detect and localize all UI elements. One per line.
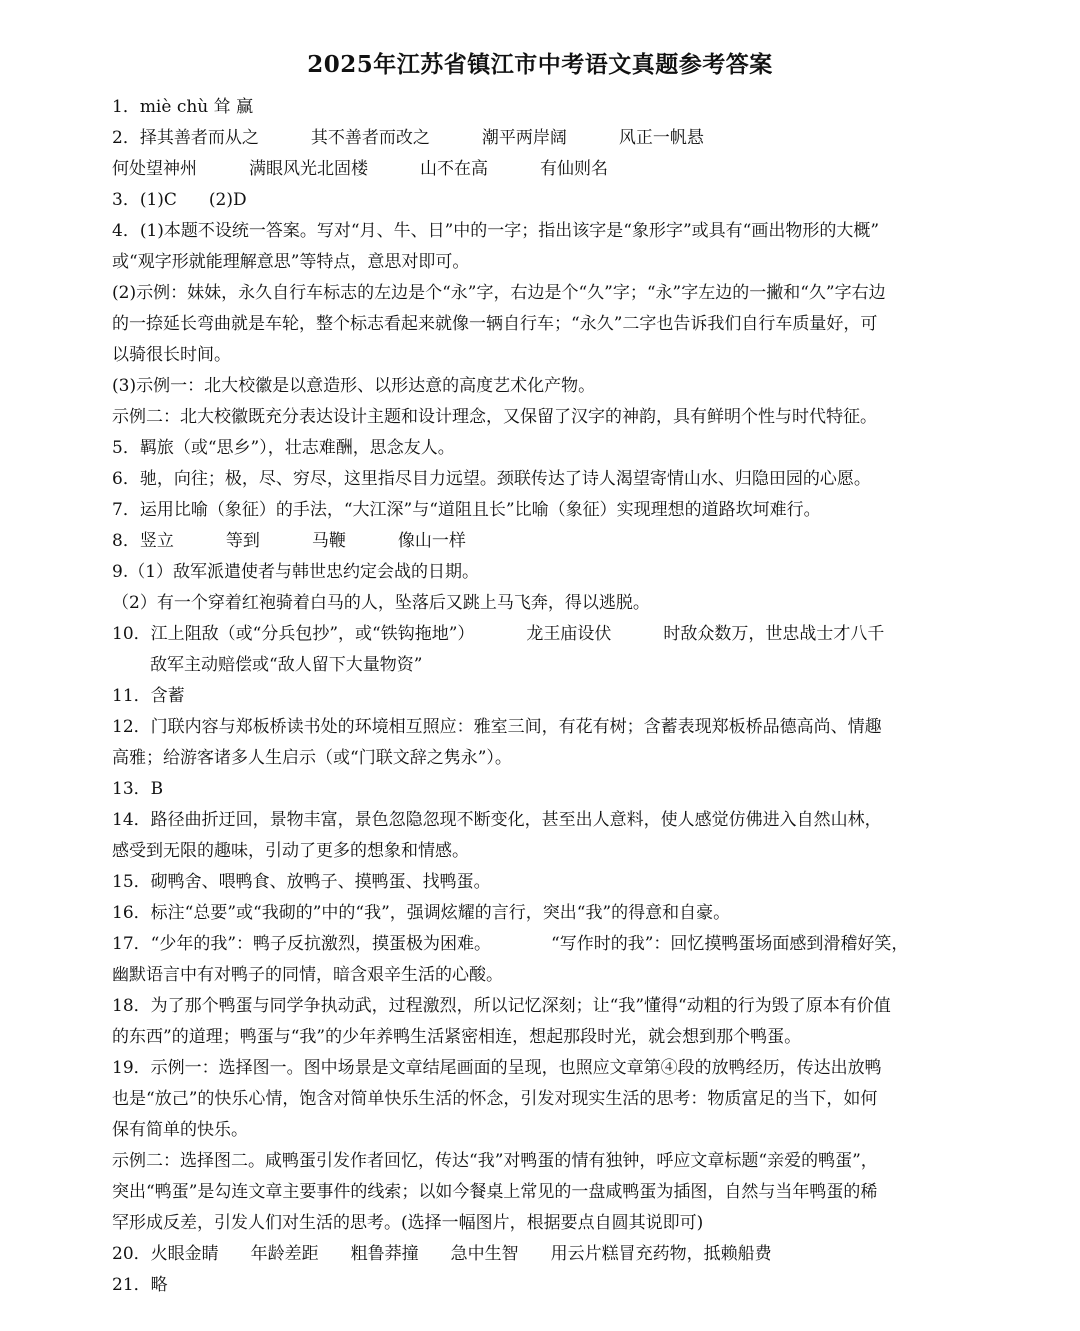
- answer-text: 4．(1)本题不设统一答案。写对“月、牛、日”中的一字；指出该字是“象形字”或具有“画出物形的大概”: [112, 221, 880, 241]
- answer-text: (2)示例：妹妹，永久自行车标志的左边是个“永”字，右边是个“久”字；“永”字左边的一撇和“久”字右边: [112, 283, 886, 303]
- answer-line: [112, 1084, 972, 1115]
- answer-line: [112, 557, 972, 588]
- answer-line: [112, 278, 972, 309]
- answer-text: 21．略: [112, 1275, 168, 1295]
- answer-text: 幽默语言中有对鸭子的同情，暗含艰辛生活的心酸。: [112, 965, 503, 985]
- page-title: 2025年江苏省镇江市中考语文真题参考答案: [307, 51, 773, 78]
- answer-phrase: 8．竖立: [112, 531, 174, 551]
- answer-phrase: 时敌众数万，世忠战士才八千: [663, 624, 885, 644]
- answer-text: 7．运用比喻（象征）的手法，“大江深”与“道阻且长”比喻（象征）实现理想的道路坎坷难行。: [112, 500, 821, 520]
- answer-phrase: 2．择其善者而从之: [112, 128, 259, 148]
- answer-line: [112, 991, 972, 1022]
- answer-text: 的东西”的道理；鸭蛋与“我”的少年养鸭生活紧密相连，想起那段时光，就会想到那个鸭蛋。: [112, 1027, 802, 1047]
- answer-line: [112, 960, 972, 991]
- answer-text: 16．标注“总要”或“我砌的”中的“我”，强调炫耀的言行，突出“我”的得意和自豪。: [112, 903, 731, 923]
- answer-text: 感受到无限的趣味，引动了更多的想象和情感。: [112, 841, 469, 861]
- answer-text: 5．羁旅（或“思乡”），壮志难酬，思念友人。: [112, 438, 455, 458]
- answer-phrase: 像山一样: [397, 531, 466, 551]
- answer-text: 或“观字形就能理解意思”等特点，意思对即可。: [112, 252, 470, 272]
- answer-line: [112, 1177, 972, 1208]
- answer-text: 12．门联内容与郑板桥读书处的环境相互照应：雅室三间，有花有树；含蓄表现郑板桥品德高尚、情趣: [112, 717, 882, 737]
- answer-phrase: 山不在高: [420, 159, 488, 179]
- answer-phrase: “写作时的我”：回忆摸鸭蛋场面感到滑稽好笑，: [551, 934, 909, 954]
- answer-text: 14．路径曲折迂回，景物丰富，景色忽隐忽现不断变化，甚至出人意料，使人感觉仿佛进入自然山林，: [112, 810, 882, 830]
- answer-line: [112, 526, 972, 557]
- answer-phrase: (2)D: [208, 190, 247, 210]
- answer-line: [112, 154, 972, 185]
- answer-line: [112, 402, 972, 433]
- answer-line: [112, 1146, 972, 1177]
- answer-line: [112, 309, 972, 340]
- answer-line: [112, 1115, 972, 1146]
- answer-line: [112, 123, 972, 154]
- answer-text: 保有简单的快乐。: [112, 1120, 248, 1140]
- answer-text: 9.（1）敌军派遣使者与韩世忠约定会战的日期。: [112, 562, 480, 582]
- answer-line: [112, 247, 972, 278]
- answer-text: 高雅；给游客诸多人生启示（或“门联文辞之隽永”）。: [112, 748, 512, 768]
- answer-text: 19．示例一：选择图一。图中场景是文章结尾画面的呈现，也照应文章第④段的放鸭经历，传达出放鸭: [112, 1058, 882, 1078]
- answer-line: [112, 92, 972, 123]
- answer-line: [112, 433, 972, 464]
- answer-text: 也是“放己”的快乐心情，饱含对简单快乐生活的怀念，引发对现实生活的思考：物质富足的当下，如何: [112, 1089, 878, 1109]
- answer-line: [112, 1239, 972, 1270]
- answer-text: 以骑很长时间。: [112, 345, 231, 365]
- answer-line: [112, 1022, 972, 1053]
- answer-text: 示例二：选择图二。咸鸭蛋引发作者回忆，传达“我”对鸭蛋的情有独钟，呼应文章标题“亲爱的鸭蛋”，: [112, 1151, 878, 1171]
- answer-phrase: 等到: [225, 531, 260, 551]
- answer-phrase: 用云片糕冒充药物，抵赖船费: [550, 1244, 772, 1264]
- answer-line: [112, 216, 972, 247]
- answer-text: （2）有一个穿着红袍骑着白马的人，坠落后又跳上马飞奔，得以逃脱。: [112, 593, 650, 613]
- answer-line: [112, 185, 972, 216]
- answer-line: [112, 681, 972, 712]
- answer-line: [112, 867, 972, 898]
- answer-line: [112, 588, 972, 619]
- answer-line: [112, 1270, 972, 1301]
- answer-text: 6．驰，向往；极，尽、穷尽，这里指尽目力远望。颈联传达了诗人渴望寄情山水、归隐田园的心愿。: [112, 469, 871, 489]
- answer-line: [112, 712, 972, 743]
- answer-phrase: 17．“少年的我”：鸭子反抗激烈，摸蛋极为困难。: [112, 934, 492, 954]
- answer-text: 11．含蓄: [112, 686, 185, 706]
- answer-line: [112, 836, 972, 867]
- answer-line: [112, 340, 972, 371]
- answer-text: (3)示例一：北大校徽是以意造形、以形达意的高度艺术化产物。: [112, 376, 596, 396]
- answer-text: 13．B: [112, 779, 164, 799]
- answer-phrase: 其不善者而改之: [310, 128, 430, 148]
- answer-phrase: 马鞭: [311, 531, 346, 551]
- answer-phrase: 龙王庙设伏: [526, 624, 612, 644]
- answer-list: [112, 92, 972, 1301]
- answer-phrase: 20．火眼金睛: [112, 1244, 219, 1264]
- answer-line: [112, 898, 972, 929]
- answer-phrase: 何处望神州: [112, 159, 197, 179]
- answer-line: [112, 805, 972, 836]
- answer-phrase: 潮平两岸阔: [481, 128, 567, 148]
- answer-line: [112, 371, 972, 402]
- answer-line: [112, 650, 972, 681]
- answer-text: 突出“鸭蛋”是勾连文章主要事件的线索；以如今餐桌上常见的一盘咸鸭蛋为插图，自然与当年鸭蛋的稀: [112, 1182, 878, 1202]
- answer-phrase: 有仙则名: [540, 159, 608, 179]
- answer-text: 1．miè chù 耸 赢: [112, 97, 254, 117]
- answer-line: [112, 1053, 972, 1084]
- answer-text: 示例二：北大校徽既充分表达设计主题和设计理念，又保留了汉字的神韵，具有鲜明个性与时代特征。: [112, 407, 877, 427]
- answer-phrase: 急中生智: [450, 1244, 519, 1264]
- answer-text: 18．为了那个鸭蛋与同学争执动武，过程激烈，所以记忆深刻；让“我”懂得“动粗的行为毁了原本有价值: [112, 996, 891, 1016]
- answer-text: 的一捺延长弯曲就是车轮，整个标志看起来就像一辆自行车；“永久”二字也告诉我们自行车质量好，可: [112, 314, 878, 334]
- answer-line: [112, 774, 972, 805]
- answer-phrase: 年龄差距: [250, 1244, 319, 1264]
- answer-phrase: 3．(1)C: [112, 190, 177, 210]
- answer-line: [112, 495, 972, 526]
- answer-line: [112, 743, 972, 774]
- answer-line: [112, 619, 972, 650]
- answer-line: [112, 464, 972, 495]
- answer-phrase: 满眼风光北固楼: [249, 159, 368, 179]
- answer-phrase: 粗鲁莽撞: [350, 1244, 419, 1264]
- answer-text: 敌军主动赔偿或“敌人留下大量物资”: [150, 655, 423, 675]
- answer-phrase: 风正一帆悬: [618, 128, 704, 148]
- answer-line: [112, 1208, 972, 1239]
- answer-text: 罕形成反差，引发人们对生活的思考。(选择一幅图片，根据要点自圆其说即可): [112, 1213, 704, 1233]
- answer-text: 15．砌鸭舍、喂鸭食、放鸭子、摸鸭蛋、找鸭蛋。: [112, 872, 491, 892]
- answer-line: [112, 929, 972, 960]
- answer-phrase: 10．江上阻敌（或“分兵包抄”，或“铁钩拖地”）: [112, 624, 475, 644]
